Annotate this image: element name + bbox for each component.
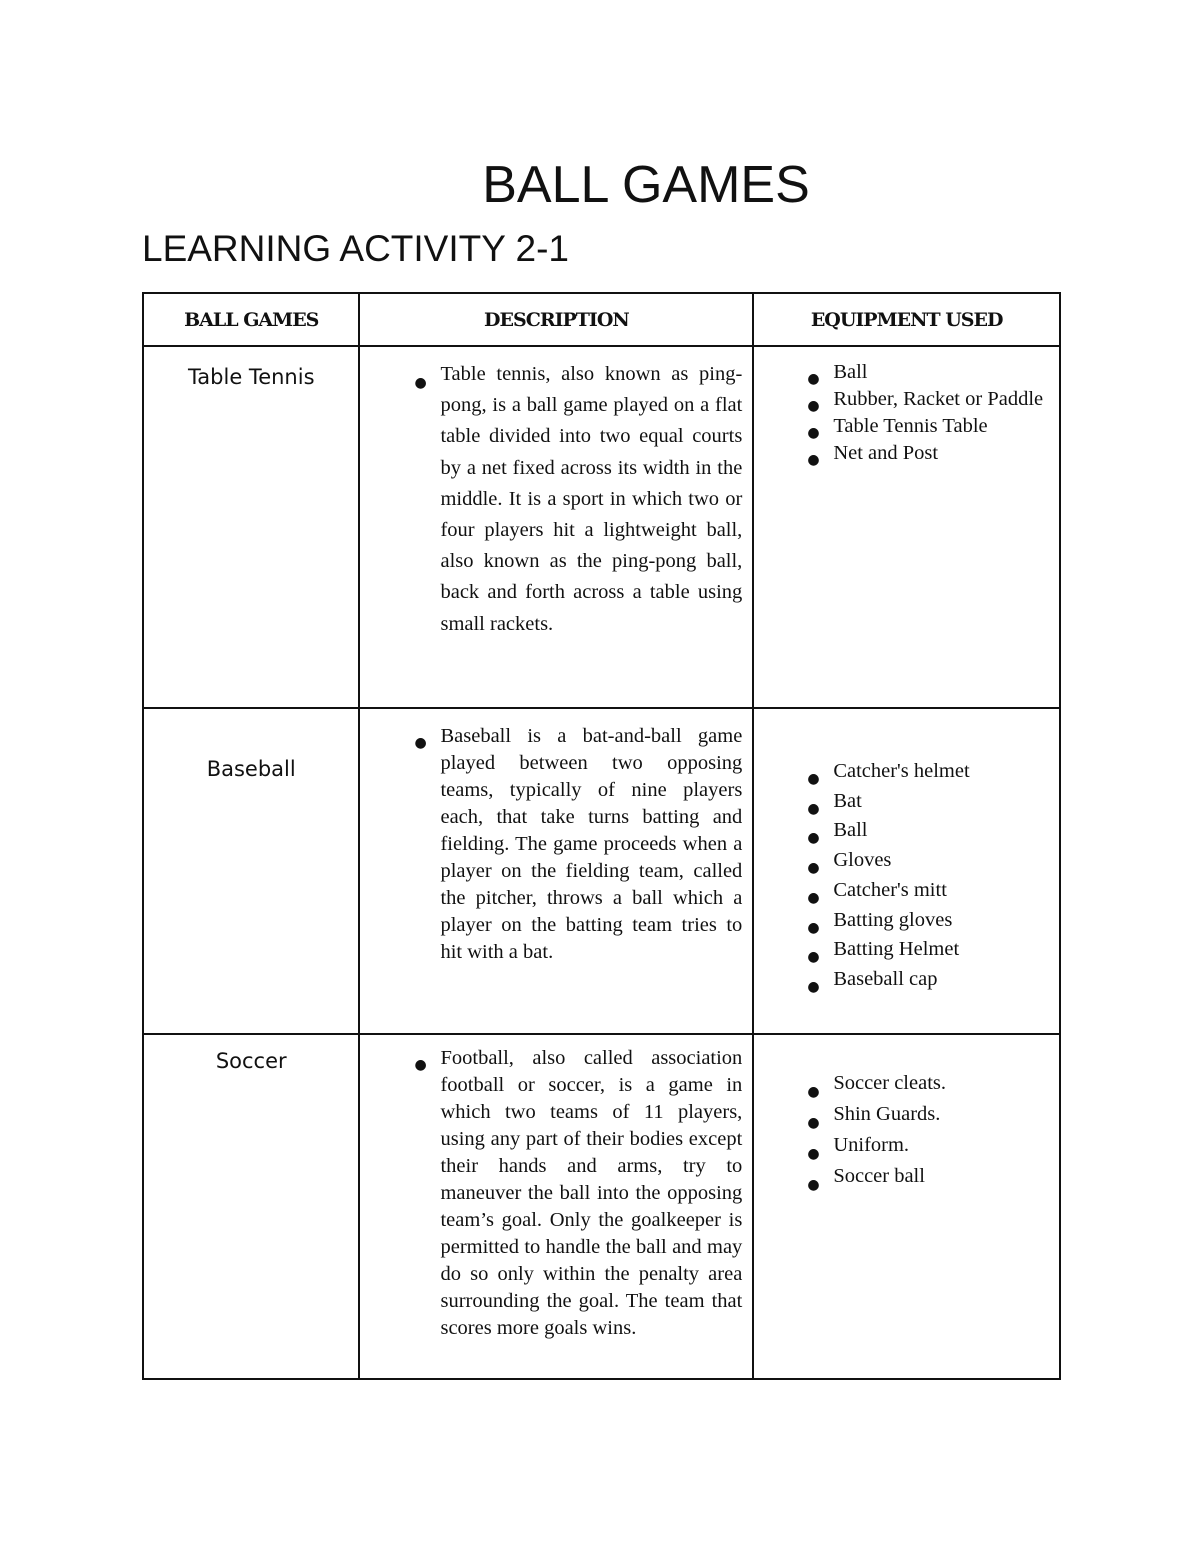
list-item bbox=[807, 787, 1049, 817]
bullet-icon: ● bbox=[414, 375, 427, 391]
list-item bbox=[807, 757, 1049, 787]
equipment-item: Bat bbox=[833, 789, 862, 812]
bullet-icon: ● bbox=[807, 800, 820, 817]
page-title: BALL GAMES bbox=[482, 156, 810, 214]
description-text: Baseball is a bat-and-ball game played between two opposing teams, typically of nine players each, that take turns batting and fielding. The game proceeds when a player on the fielding team, called the pitcher, throws a ball which a player on the batting team tries to hit with a bat. bbox=[440, 725, 743, 963]
bullet-icon: ● bbox=[807, 889, 820, 906]
bullet-icon: ● bbox=[807, 1084, 820, 1100]
bullet-icon: ● bbox=[807, 1115, 820, 1131]
list-item bbox=[807, 413, 1049, 441]
header-ball-games: BALL GAMES bbox=[143, 293, 359, 346]
bullet-icon: ● bbox=[807, 1146, 820, 1162]
list-item bbox=[807, 359, 1049, 387]
table-header-row bbox=[143, 293, 1060, 346]
bullet-icon: ● bbox=[414, 735, 427, 751]
equipment-list bbox=[807, 1035, 1049, 1193]
equipment-item: Rubber, Racket or Paddle bbox=[833, 388, 1044, 410]
list-item bbox=[807, 1099, 1049, 1131]
list-item bbox=[807, 816, 1049, 847]
equipment-item: Net and Post bbox=[833, 442, 939, 464]
description-list bbox=[414, 709, 743, 966]
game-name: Soccer bbox=[215, 1049, 287, 1073]
equipment-item: Ball bbox=[833, 361, 868, 383]
table-row bbox=[143, 1034, 1060, 1379]
bullet-icon: ● bbox=[807, 830, 820, 847]
bullet-icon: ● bbox=[807, 919, 820, 936]
table-row bbox=[143, 708, 1060, 1034]
bullet-icon: ● bbox=[807, 398, 820, 414]
equipment-list bbox=[807, 347, 1049, 468]
equipment-item: Table Tennis Table bbox=[833, 415, 988, 437]
list-item bbox=[807, 440, 1049, 468]
list-item bbox=[414, 359, 743, 640]
description-cell bbox=[359, 346, 753, 708]
bullet-icon: ● bbox=[807, 949, 820, 966]
description-list bbox=[414, 347, 743, 640]
list-item bbox=[807, 965, 1049, 995]
equipment-cell bbox=[753, 708, 1060, 1034]
equipment-cell bbox=[753, 346, 1060, 708]
equipment-item: Ball bbox=[833, 819, 868, 842]
description-cell bbox=[359, 708, 753, 1034]
equipment-item: Soccer ball bbox=[833, 1165, 925, 1187]
equipment-item: Catcher's helmet bbox=[833, 760, 970, 782]
list-item bbox=[807, 1068, 1049, 1100]
activity-subtitle: LEARNING ACTIVITY 2-1 bbox=[142, 228, 569, 269]
description-cell bbox=[359, 1034, 753, 1379]
header-description: DESCRIPTION bbox=[359, 293, 753, 346]
list-item bbox=[414, 1045, 743, 1342]
bullet-icon: ● bbox=[807, 978, 820, 995]
equipment-list bbox=[807, 709, 1049, 995]
list-item bbox=[807, 935, 1049, 966]
ball-games-table bbox=[142, 292, 1061, 1380]
table-row bbox=[143, 346, 1060, 708]
equipment-item: Soccer cleats. bbox=[833, 1072, 947, 1094]
list-item bbox=[807, 1161, 1049, 1193]
game-cell bbox=[143, 346, 359, 708]
equipment-item: Batting Helmet bbox=[833, 938, 960, 961]
equipment-item: Batting gloves bbox=[833, 908, 953, 931]
bullet-icon: ● bbox=[807, 860, 820, 877]
equipment-item: Shin Guards. bbox=[833, 1103, 941, 1125]
bullet-icon: ● bbox=[807, 425, 820, 441]
list-item bbox=[414, 723, 743, 966]
description-list bbox=[414, 1035, 743, 1342]
equipment-item: Catcher's mitt bbox=[833, 878, 947, 901]
bullet-icon: ● bbox=[807, 771, 820, 787]
game-cell bbox=[143, 708, 359, 1034]
equipment-cell bbox=[753, 1034, 1060, 1379]
header-equipment-used: EQUIPMENT USED bbox=[753, 293, 1060, 346]
list-item bbox=[807, 386, 1049, 414]
list-item bbox=[807, 906, 1049, 936]
equipment-item: Gloves bbox=[833, 849, 892, 872]
bullet-icon: ● bbox=[807, 1177, 820, 1193]
equipment-item: Baseball cap bbox=[833, 967, 938, 990]
bullet-icon: ● bbox=[807, 452, 820, 468]
game-cell bbox=[143, 1034, 359, 1379]
equipment-item: Uniform. bbox=[833, 1134, 910, 1156]
list-item bbox=[807, 1130, 1049, 1162]
description-text: Football, also called association football or soccer, is a game in which two teams of 11 players, using any part of their bodies except their hands and arms, try to maneuver the ball into the opposing team’s goal. Only the goalkeeper is permitted to handle the ball and may do so only within the penalty area surrounding the goal. The team that scores more goals wins. bbox=[440, 1047, 743, 1339]
description-text: Table tennis, also known as ping-pong, is a ball game played on a flat table divided into two equal courts by a net fixed across its width in the middle. It is a sport in which two or four players hit a lightweight ball, also known as the ping-pong ball, back and forth across a table using small rackets. bbox=[440, 363, 743, 635]
list-item bbox=[807, 876, 1049, 906]
game-name: Baseball bbox=[206, 757, 296, 781]
bullet-icon: ● bbox=[414, 1057, 427, 1073]
list-item bbox=[807, 846, 1049, 877]
bullet-icon: ● bbox=[807, 371, 820, 387]
game-name: Table Tennis bbox=[187, 365, 315, 389]
